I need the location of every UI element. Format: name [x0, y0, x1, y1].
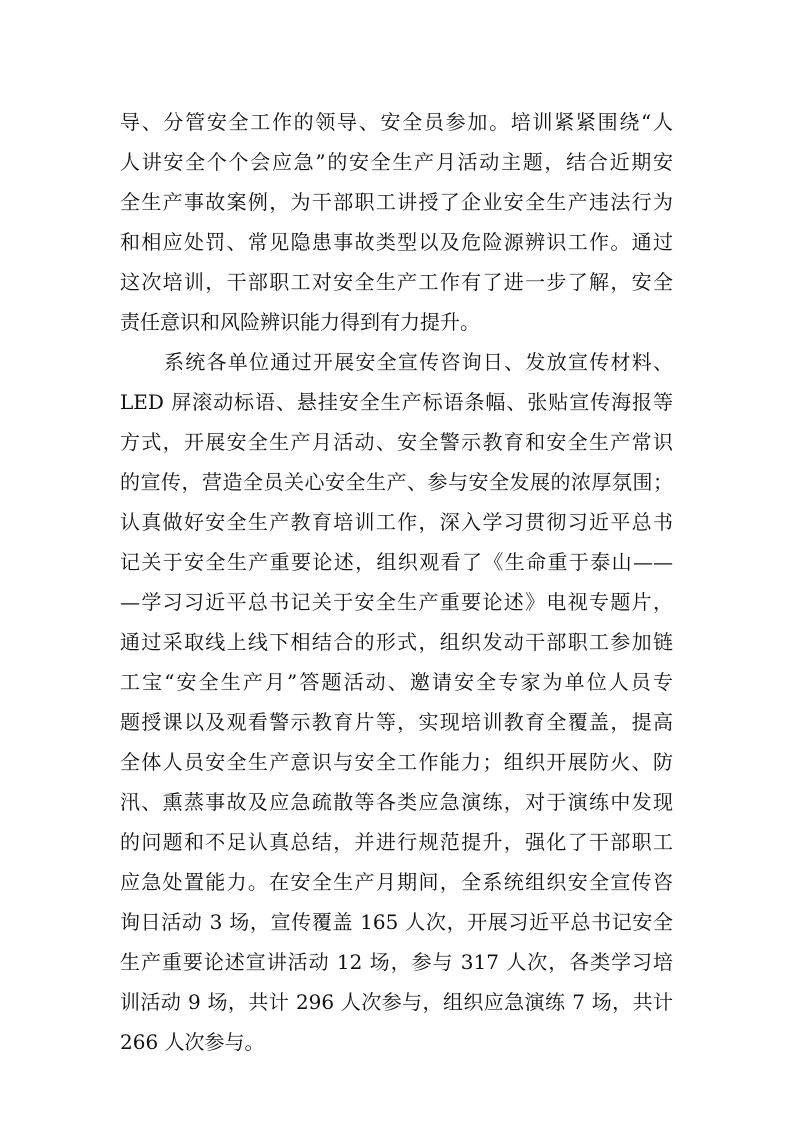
text-line: LED 屏滚动标语、悬挂安全生产标语条幅、张贴宣传海报等	[120, 390, 673, 414]
text-line: 全生产事故案例，为干部职工讲授了企业安全生产违法行为	[120, 190, 673, 214]
text-line: 的宣传，营造全员关心安全生产、参与安全发展的浓厚氛围；	[120, 470, 673, 494]
text-line: 系统各单位通过开展安全宣传咨询日、发放宣传材料、	[164, 350, 673, 374]
text-line: 导、分管安全工作的领导、安全员参加。培训紧紧围绕“人	[120, 110, 673, 134]
text-line: 认真做好安全生产教育培训工作，深入学习贯彻习近平总书	[120, 510, 673, 534]
paragraph-training-summary	[120, 102, 673, 342]
text-line: 通过采取线上线下相结合的形式，组织发动干部职工参加链	[120, 630, 673, 654]
text-line: 266 人次参与。	[120, 1030, 265, 1054]
text-line: 的问题和不足认真总结，并进行规范提升，强化了干部职工	[120, 830, 673, 854]
text-line: 训活动 9 场，共计 296 人次参与，组织应急演练 7 场，共计	[120, 990, 673, 1014]
text-line: 生产重要论述宣讲活动 12 场，参与 317 人次，各类学习培	[120, 950, 673, 974]
text-line: 记关于安全生产重要论述，组织观看了《生命重于泰山——	[120, 550, 673, 574]
text-line: 全体人员安全生产意识与安全工作能力；组织开展防火、防	[120, 750, 673, 774]
text-line: 人讲安全个个会应急”的安全生产月活动主题，结合近期安	[120, 150, 673, 174]
text-line: 询日活动 3 场，宣传覆盖 165 人次，开展习近平总书记安全	[120, 910, 673, 934]
text-line: 应急处置能力。在安全生产月期间，全系统组织安全宣传咨	[120, 870, 673, 894]
text-line: 工宝“安全生产月”答题活动、邀请安全专家为单位人员专	[120, 670, 673, 694]
text-line: 汛、熏蒸事故及应急疏散等各类应急演练，对于演练中发现	[120, 790, 673, 814]
text-line: 责任意识和风险辨识能力得到有力提升。	[120, 310, 480, 334]
text-line: 这次培训，干部职工对安全生产工作有了进一步了解，安全	[120, 270, 673, 294]
text-line: 和相应处罚、常见隐患事故类型以及危险源辨识工作。通过	[120, 230, 673, 254]
text-line: —学习习近平总书记关于安全生产重要论述》电视专题片，	[120, 590, 673, 614]
document-page	[120, 102, 673, 1062]
text-line: 题授课以及观看警示教育片等，实现培训教育全覆盖，提高	[120, 710, 673, 734]
text-line: 方式，开展安全生产月活动、安全警示教育和安全生产常识	[120, 430, 673, 454]
paragraph-activities-summary	[120, 342, 673, 1062]
